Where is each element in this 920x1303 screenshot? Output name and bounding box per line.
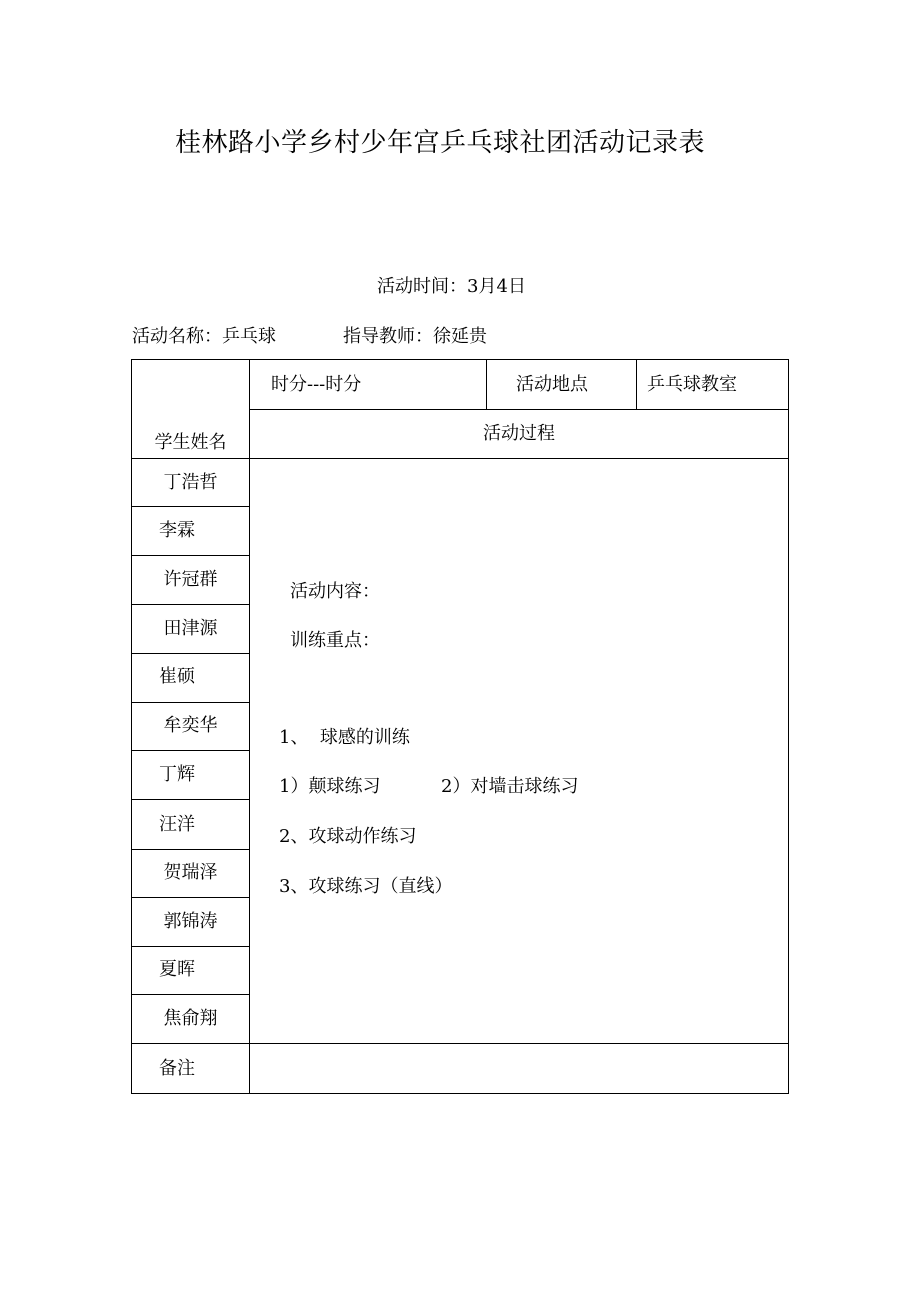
row-line <box>131 653 249 654</box>
page-title: 桂林路小学乡村少年宫乒乓球社团活动记录表 <box>174 128 705 158</box>
student-name: 牟奕华 <box>163 715 218 736</box>
student-name: 田津源 <box>163 618 218 639</box>
student-name: 贺瑞泽 <box>163 862 218 883</box>
content-item-1: 1、 球感的训练 <box>279 727 410 748</box>
student-name: 崔硕 <box>159 666 195 687</box>
student-name-header: 学生姓名 <box>154 432 227 453</box>
student-name: 许冠群 <box>163 569 218 590</box>
row-line <box>131 506 249 507</box>
location-value: 乒乓球教室 <box>647 374 737 395</box>
row-line <box>131 702 249 703</box>
time-header: 时分---时分 <box>271 374 362 395</box>
header-divider-2 <box>636 359 637 409</box>
table-border-right <box>788 359 789 1094</box>
content-item-1-sub-1: 1）颠球练习 <box>279 776 381 797</box>
activity-content-label: 活动内容： <box>290 581 380 602</box>
student-name: 汪洋 <box>159 814 195 835</box>
remarks-top-line <box>131 1043 789 1044</box>
content-item-1-sub-2: 2）对墙击球练习 <box>441 776 579 797</box>
activity-name: 活动名称：乒乓球 <box>132 326 276 347</box>
student-name: 夏晖 <box>159 959 195 980</box>
process-header: 活动过程 <box>483 423 555 444</box>
table-border-bottom <box>131 1093 789 1094</box>
content-item-3: 3、攻球练习（直线） <box>279 876 453 897</box>
student-name: 丁浩哲 <box>163 472 218 493</box>
row-line <box>131 849 249 850</box>
row-line <box>131 897 249 898</box>
training-focus-label: 训练重点： <box>290 630 380 651</box>
activity-record-table <box>131 359 789 1094</box>
row-line <box>131 555 249 556</box>
content-item-2: 2、攻球动作练习 <box>279 826 417 847</box>
table-border-top <box>131 359 789 360</box>
student-name: 丁辉 <box>159 764 195 785</box>
location-label: 活动地点 <box>516 374 588 395</box>
header-row-divider <box>249 409 789 410</box>
student-name: 焦俞翔 <box>163 1008 218 1029</box>
activity-date: 活动时间：3月4日 <box>377 276 526 297</box>
row-line <box>131 604 249 605</box>
row-line <box>131 799 249 800</box>
remarks-field[interactable] <box>259 1059 779 1079</box>
instructor-name: 指导教师：徐延贵 <box>343 326 487 347</box>
header-bottom-line <box>131 458 789 459</box>
row-line <box>131 994 249 995</box>
remarks-label: 备注 <box>159 1058 195 1079</box>
header-divider-1 <box>486 359 487 409</box>
row-line <box>131 750 249 751</box>
student-name: 李霖 <box>159 520 195 541</box>
student-name: 郭锦涛 <box>163 911 218 932</box>
row-line <box>131 946 249 947</box>
column-divider <box>249 359 250 1094</box>
